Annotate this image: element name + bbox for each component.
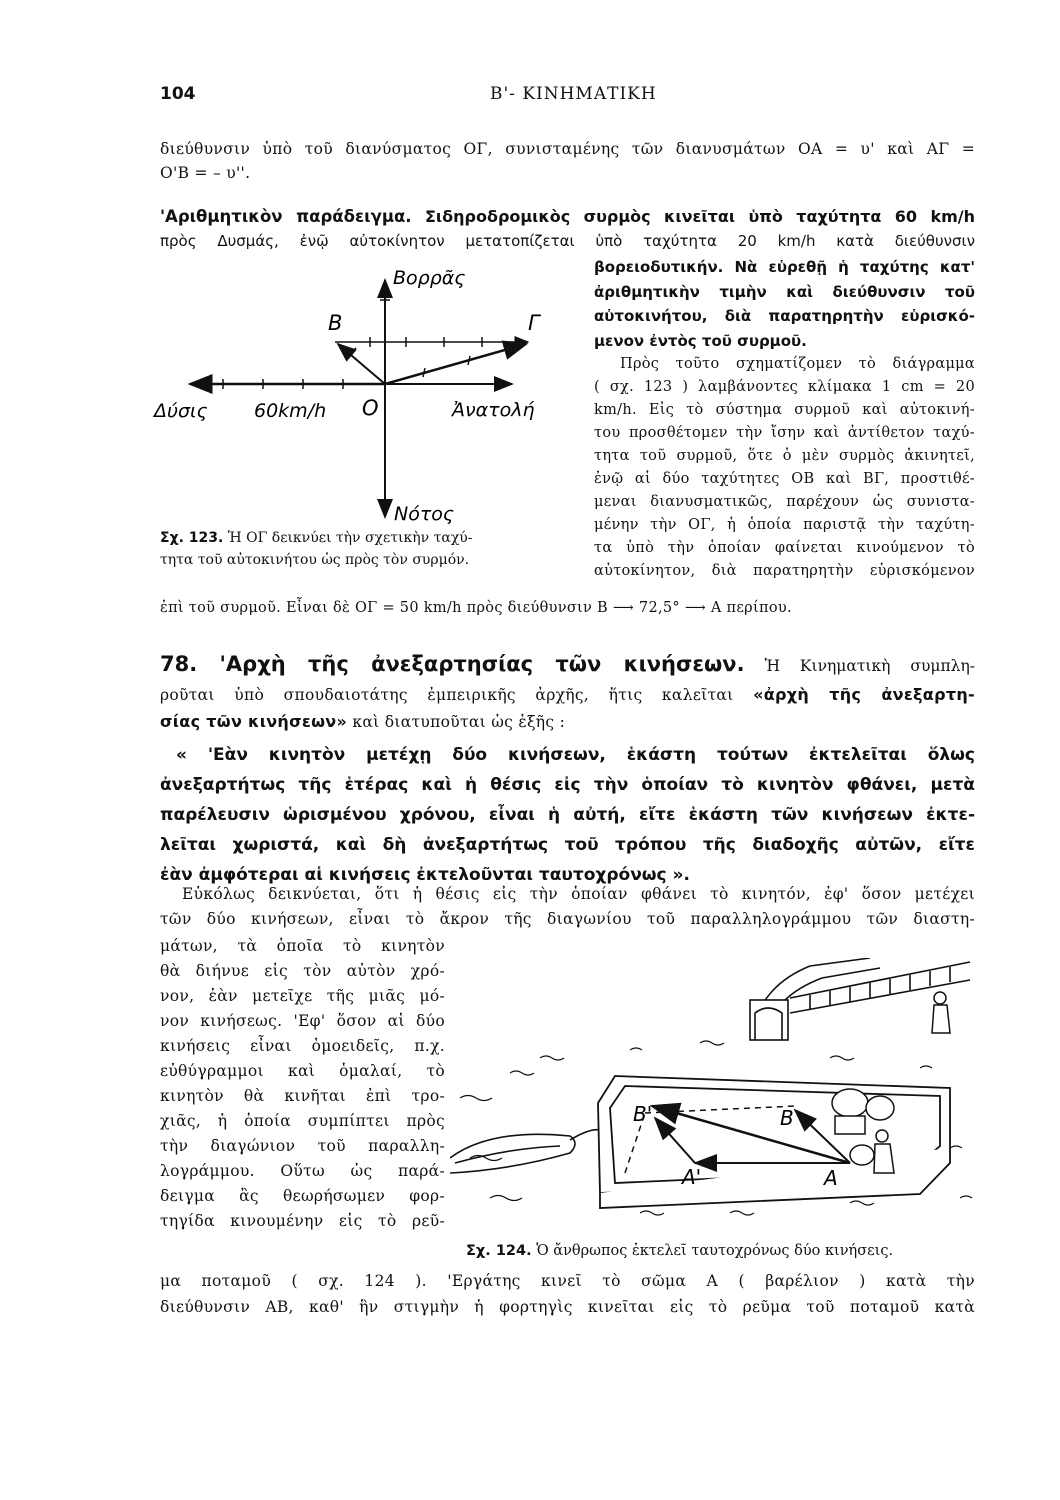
text-line: εὐθύγραμμοι καὶ ὁμαλαί, τὸ <box>160 1062 445 1080</box>
example-line-2: πρὸς Δυσμάς, ἐνῷ αὐτοκίνητον μετατοπίζεται ὑπὸ ταχύτητα 20 km/h κατὰ διεύθυνσιν <box>160 232 975 250</box>
text-line: ἐνῷ αἱ δύο ταχύτητες ΟΒ καὶ ΒΓ, προστιθέ- <box>594 471 975 487</box>
text-line: δειγμα ἂς θεωρήσωμεν φορ- <box>160 1187 445 1205</box>
example-line-1 <box>160 205 975 229</box>
label-south: Νότος <box>394 503 455 525</box>
caption-text: Ἡ ΟΓ δεικνύει τὴν σχετικὴν ταχύ- <box>227 530 473 546</box>
text-line: ἀριθμητικὴν τιμὴν καὶ διεύθυνσιν τοῦ <box>594 282 975 301</box>
text-line: λεῖται χωριστά, καὶ δὴ ἀνεξαρτήτως τοῦ τρόπου τῆς διαδοχῆς αὐτῶν, εἴτε <box>160 835 975 855</box>
principle-name: «ἀρχὴ τῆς ἀνεξαρτη- <box>753 685 975 704</box>
intro-paragraph <box>160 137 975 185</box>
example-closing <box>160 596 975 620</box>
example-question <box>594 255 975 353</box>
text-line: τα ὑπὸ τὴν ὁποίαν φαίνεται κινούμενον τὸ <box>594 540 975 556</box>
label-west: Δύσις <box>154 400 208 422</box>
text-line: ἐὰν ἀμφότεραι αἱ κινήσεις ἐκτελοῦνται ταυτοχρόνως ». <box>160 865 690 885</box>
page-header <box>160 84 975 110</box>
label-B: Β <box>780 1106 794 1130</box>
text-line: « 'Εὰν κινητὸν μετέχῃ δύο κινήσεων, ἑκάστη τούτων ἐκτελεῖται ὅλως <box>176 745 975 765</box>
text-span: ροῦται ὑπὸ σπουδαιοτάτης ἐμπειρικῆς ἀρχῆς, ἥτις καλεῖται <box>160 686 734 704</box>
section-78 <box>160 648 975 736</box>
example-paragraph <box>160 205 975 253</box>
principle-name-end: σίας τῶν κινήσεων» <box>160 712 348 731</box>
example-solution <box>594 353 975 583</box>
figure-124-illustration <box>450 958 980 1230</box>
text-line: μεναι διανυσματικῶς, παρέχουν ὡς συνιστα- <box>594 494 975 510</box>
text-line: θὰ διήνυε εἰς τὸν αὐτὸν χρό- <box>160 962 445 980</box>
text-line: ἀνεξαρτήτως τῆς ἑτέρας καὶ ἡ θέσις εἰς τὴν ὁποίαν τὸ κινητὸν φθάνει, μετὰ <box>160 775 975 795</box>
section-title-rest: Ἡ Κινηματικὴ συμπλη- <box>764 657 975 675</box>
text-line: μάτων, τὰ ὁποῖα τὸ κινητὸν <box>160 937 445 955</box>
text-line: λογράμμου. Οὕτω ὡς παρά- <box>160 1162 445 1180</box>
section-line-3 <box>160 709 975 736</box>
text-line: Ο'Β = – υ''. <box>160 164 251 182</box>
rowboat <box>450 1134 575 1173</box>
text-line: βορειοδυτικήν. Νὰ εὑρεθῇ ἡ ταχύτης κατ' <box>594 258 975 276</box>
example-line-1-rest: Σιδηροδρομικὸς συρμὸς κινεῖται ὑπὸ ταχύτητα 60 km/h <box>424 207 975 226</box>
figure-123-caption <box>160 527 585 571</box>
label-B1: Β' <box>633 1102 653 1126</box>
text-line: αὐτοκινήτου, διὰ παρατηρητὴν εὑρισκό- <box>594 307 975 325</box>
example-heading: 'Αριθμητικὸν παράδειγμα. <box>160 207 412 226</box>
text-line: αὐτοκίνητον, διὰ παρατηρητὴν εὑρισκόμενον <box>594 563 975 579</box>
principle-statement <box>160 740 975 890</box>
label-east: Ἀνατολή <box>452 399 535 421</box>
text-line: Πρὸς τοῦτο σχηματίζομεν τὸ διάγραμμα <box>620 356 975 372</box>
text-line: νον, ἐὰν μετεῖχε τῆς μιᾶς μό- <box>160 987 445 1005</box>
text-span: καὶ διατυποῦται ὡς ἑξῆς : <box>352 713 566 731</box>
text-line: Εὐκόλως δεικνύεται, ὅτι ἡ θέσις εἰς τὴν ὁποίαν φθάνει τὸ κινητόν, ἐφ' ὅσον μετέχει <box>182 885 975 903</box>
body-paragraph-continued <box>160 1268 975 1320</box>
body-paragraph-left-column <box>160 934 445 1234</box>
caption-text: Ὁ ἄνθρωπος ἐκτελεῖ ταυτοχρόνως δύο κινήσεις. <box>536 1243 894 1259</box>
section-title-line <box>160 648 975 682</box>
text-line: km/h. Εἰς τὸ σύστημα συρμοῦ καὶ αὐτοκινή- <box>594 402 975 418</box>
caption-number: Σχ. 123. <box>160 530 224 546</box>
figure-124-caption <box>466 1240 986 1262</box>
text-line: μένην τὴν ΟΓ, ἡ ὁποία παριστᾷ τὴν ταχύτη- <box>594 517 975 533</box>
text-line: ἐπὶ τοῦ συρμοῦ. Εἶναι δὲ ΟΓ = 50 km/h πρὸς διεύθυνσιν Β ⟶ 72,5° ⟶ Α περίπου. <box>160 600 792 616</box>
text-line: νον κινήσεως. 'Εφ' ὅσον αἱ δύο <box>160 1012 445 1030</box>
text-line: διεύθυνσιν ΑΒ, καθ' ἣν στιγμὴν ἡ φορτηγὶς κινεῖται εἰς τὸ ρεῦμα τοῦ ποταμοῦ κατὰ <box>160 1298 975 1316</box>
label-A: Α <box>824 1166 838 1190</box>
text-line: χιᾶς, ἡ ὁποία συμπίπτει πρὸς <box>160 1112 445 1130</box>
text-line: μα ποταμοῦ ( σχ. 124 ). 'Εργάτης κινεῖ τὸ σῶμα Α ( βαρέλιον ) κατὰ τὴν <box>160 1272 975 1290</box>
text-line: διεύθυνσιν ὑπὸ τοῦ διανύσματος ΟΓ, συνισταμένης τῶν διανυσμάτων ΟΑ = υ' καὶ ΑΓ = <box>160 140 975 158</box>
caption-line: τητα τοῦ αὐτοκινήτου ὡς πρὸς τὸν συρμόν. <box>160 552 470 568</box>
text-line: τηγίδα κινουμένην εἰς τὸ ρεῦ- <box>160 1212 445 1230</box>
running-title: Β'- ΚΙΝΗΜΑΤΙΚΗ <box>490 84 657 104</box>
text-line: κινητὸν θὰ κινῆται ἐπὶ τρο- <box>160 1087 445 1105</box>
label-B: Β <box>328 311 343 335</box>
caption-line <box>160 527 585 549</box>
label-O: Ο <box>362 396 379 420</box>
text-line: του προσθέτομεν τὴν ἴσην καὶ ἀντίθετον ταχύ- <box>594 425 975 441</box>
section-title: 78. 'Αρχὴ τῆς ἀνεξαρτησίας τῶν κινήσεων. <box>160 652 745 676</box>
text-line: κινήσεις εἶναι ὁμοειδεῖς, π.χ. <box>160 1037 445 1055</box>
page-number: 104 <box>160 84 196 104</box>
text-line: τὴν διαγώνιον τοῦ παραλλη- <box>160 1137 445 1155</box>
vector-OB <box>338 344 385 384</box>
label-speed: 60km/h <box>254 400 327 422</box>
text-line: μενον ἐντὸς τοῦ συρμοῦ. <box>594 331 807 350</box>
label-A1: Α' <box>682 1165 702 1189</box>
text-line: τῶν δύο κινήσεων, εἶναι τὸ ἄκρον τῆς διαγωνίου τοῦ παραλληλογράμμου τῶν διαστη- <box>160 910 975 928</box>
label-G: Γ <box>528 311 540 335</box>
vector-OG <box>385 344 526 384</box>
text-line: ( σχ. 123 ) λαμβάνοντες κλίμακα 1 cm = 20 <box>594 379 975 395</box>
text-line: τητα τοῦ συρμοῦ, ὅτε ὁ μὲν συρμὸς ἀκινητεῖ, <box>594 448 975 464</box>
body-paragraph <box>160 882 975 932</box>
figure-123-diagram <box>150 262 590 527</box>
label-north: Βορρᾶς <box>393 267 466 289</box>
text-line: παρέλευσιν ὡρισμένου χρόνου, εἶναι ἡ αὐτή, εἴτε ἑκάστη τῶν κινήσεων ἐκτε- <box>160 805 975 825</box>
axis-ticks <box>223 300 482 389</box>
section-line-2 <box>160 682 975 709</box>
bridge-worker <box>932 992 950 1033</box>
caption-number: Σχ. 124. <box>466 1243 532 1259</box>
